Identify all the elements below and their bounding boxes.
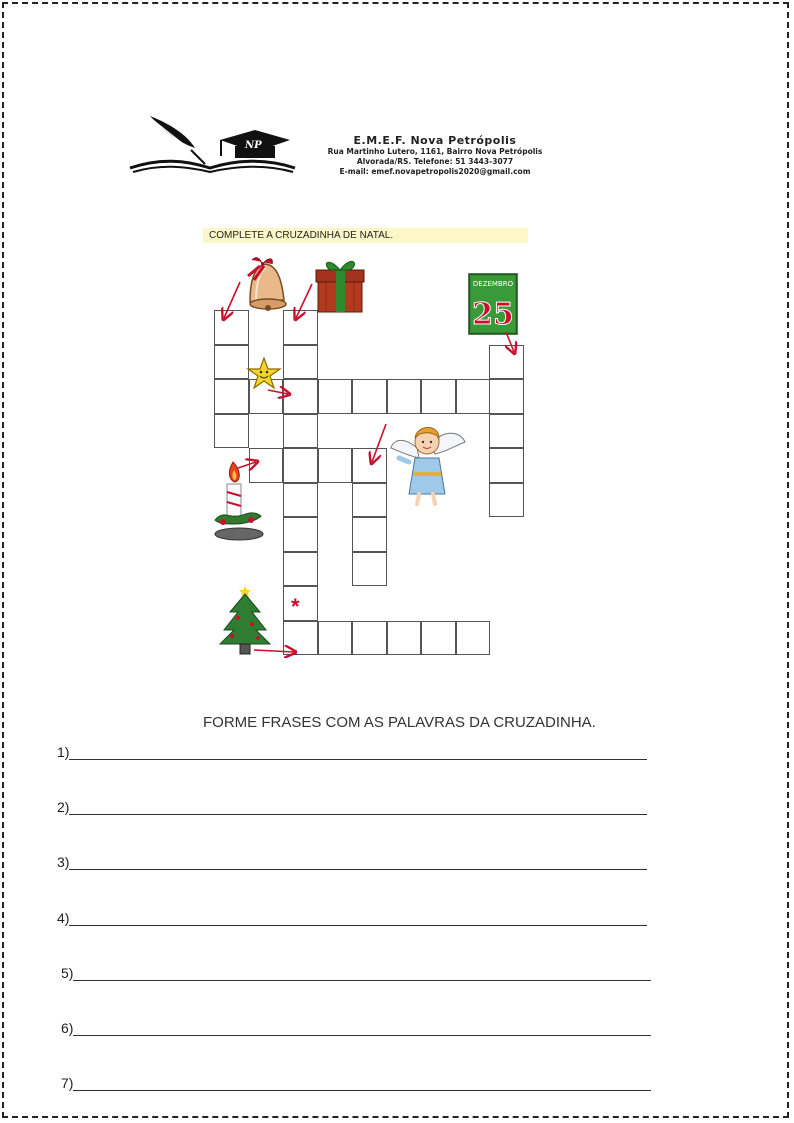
sentence-rule xyxy=(73,1020,651,1036)
asterisk-mark: * xyxy=(291,594,300,619)
sentence-line-4[interactable] xyxy=(57,910,647,926)
sentence-rule xyxy=(69,799,647,815)
school-city-phone: Alvorada/RS. Telefone: 51 3443-3077 xyxy=(356,157,514,166)
logo-text: NP xyxy=(245,140,262,151)
sentence-rule xyxy=(69,910,647,926)
calendar-day: 25 xyxy=(472,297,514,332)
sentence-line-2[interactable] xyxy=(57,799,647,815)
sentence-number: 4) xyxy=(57,910,70,926)
sentence-number: 6) xyxy=(61,1020,74,1036)
sentence-rule xyxy=(73,965,651,981)
sentence-number: 3) xyxy=(57,854,70,870)
sentence-rule xyxy=(69,744,647,760)
sentence-line-7[interactable] xyxy=(61,1075,651,1091)
sentence-rule xyxy=(69,854,647,870)
sentence-line-3[interactable] xyxy=(57,854,647,870)
school-address: Rua Martinho Lutero, 1161, Bairro Nova Petrópolis xyxy=(327,147,543,156)
sentences-title: FORME FRASES COM AS PALAVRAS DA CRUZADINHA. xyxy=(203,714,596,731)
sentence-number: 5) xyxy=(61,965,74,981)
school-email: E-mail: emef.novapetropolis2020@gmail.com xyxy=(339,167,531,176)
sentence-line-6[interactable] xyxy=(61,1020,651,1036)
sentence-number: 1) xyxy=(57,744,70,760)
sentence-rule xyxy=(73,1075,651,1091)
school-name: E.M.E.F. Nova Petrópolis xyxy=(353,134,517,147)
sentence-number: 2) xyxy=(57,799,70,815)
calendar-month: DEZEMBRO xyxy=(472,280,514,288)
instruction-banner: COMPLETE A CRUZADINHA DE NATAL. xyxy=(203,228,528,243)
sentence-line-1[interactable] xyxy=(57,744,647,760)
sentence-line-5[interactable] xyxy=(61,965,651,981)
sentence-number: 7) xyxy=(61,1075,74,1091)
